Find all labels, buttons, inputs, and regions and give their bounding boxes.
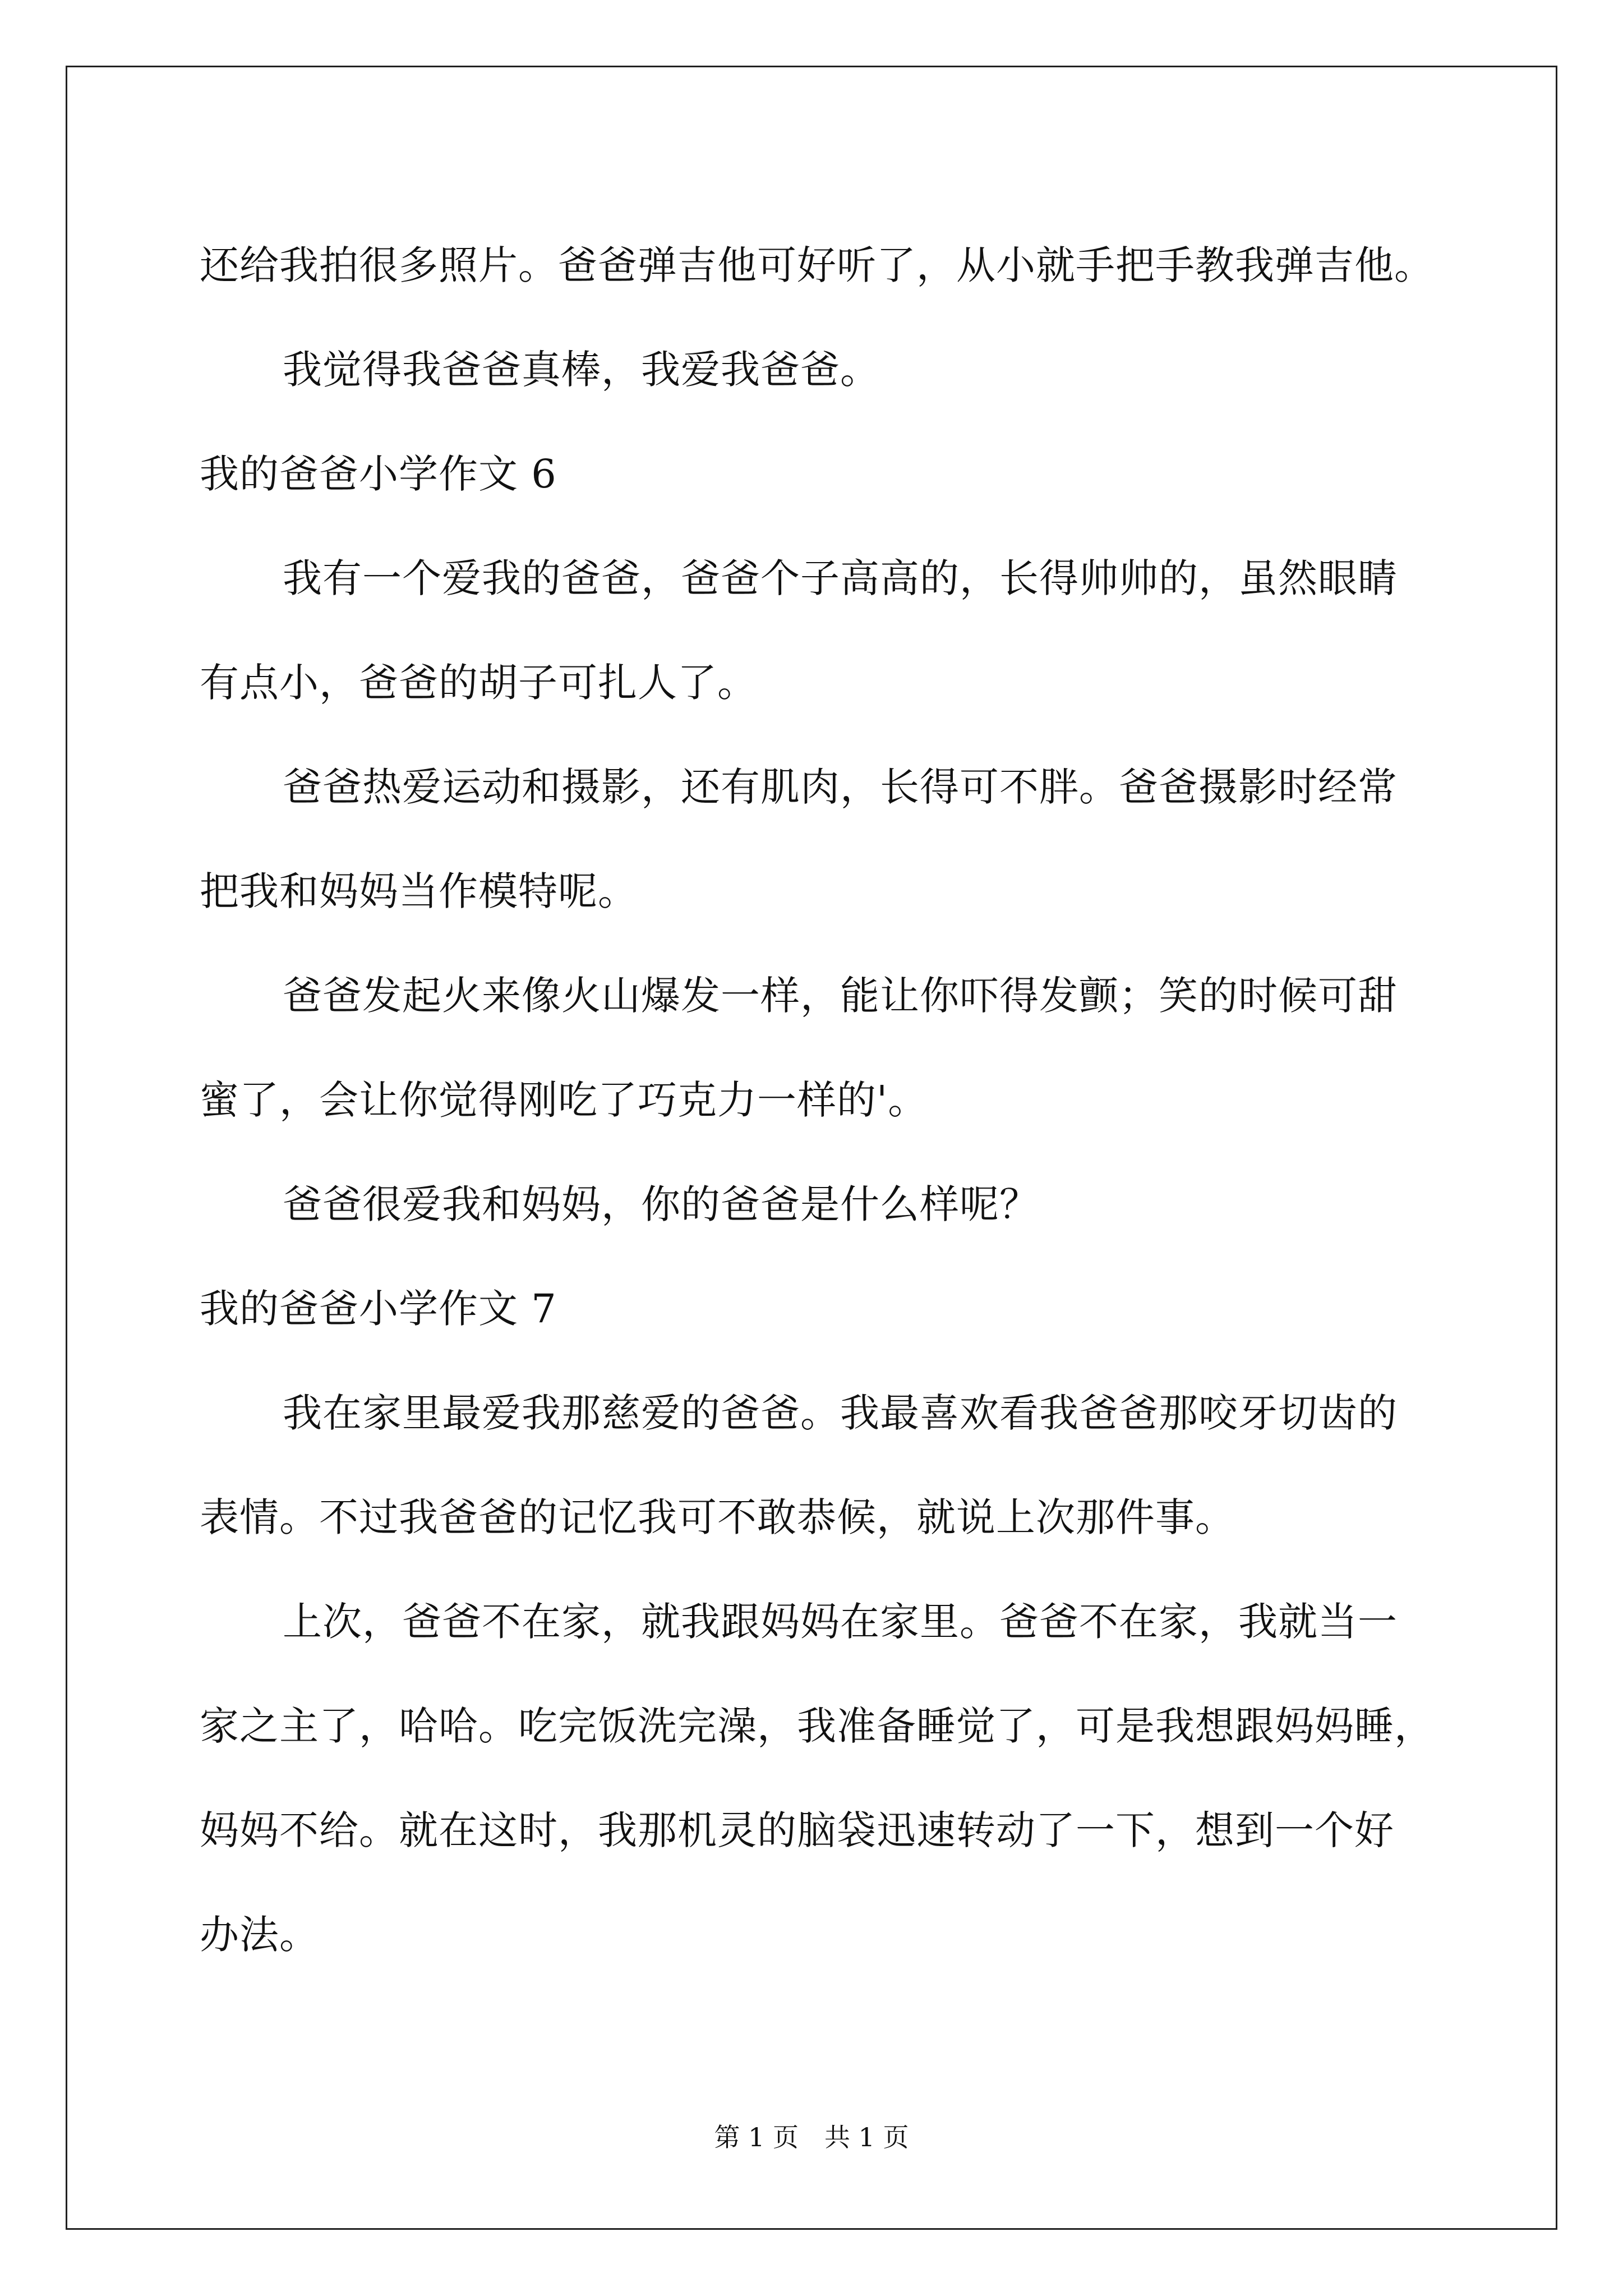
document-body: [200, 213, 1467, 1987]
section-heading: 我的爸爸小学作文 7: [200, 1286, 557, 1332]
text-line: 我觉得我爸爸真棒，我爱我爸爸。: [283, 347, 880, 393]
text-line: 爸爸很爱我和妈妈，你的爸爸是什么样呢？: [283, 1181, 1039, 1227]
page-number-current: 第 1 页: [714, 2122, 799, 2152]
text-line: 表情。不过我爸爸的记忆我可不敢恭候，就说上次那件事。: [200, 1494, 1235, 1540]
text-line: 妈妈不给。就在这时，我那机灵的脑袋迅速转动了一下，想到一个好: [200, 1807, 1394, 1853]
text-line: 家之主了，哈哈。吃完饭洗完澡，我准备睡觉了，可是我想跟妈妈睡，: [200, 1703, 1434, 1749]
text-line: 我在家里最爱我那慈爱的爸爸。我最喜欢看我爸爸那咬牙切齿的: [283, 1390, 1398, 1436]
text-line: 爸爸发起火来像火山爆发一样，能让你吓得发颤；笑的时候可甜: [283, 973, 1398, 1019]
page-number-total: 共 1 页: [824, 2122, 909, 2152]
section-heading: 我的爸爸小学作文 6: [200, 451, 557, 497]
text-line: 我有一个爱我的爸爸，爸爸个子高高的，长得帅帅的，虽然眼睛: [283, 555, 1398, 601]
text-line: 蜜了，会让你觉得刚吃了巧克力一样的'。: [200, 1077, 928, 1123]
text-line: 还给我拍很多照片。爸爸弹吉他可好听了，从小就手把手教我弹吉他。: [200, 242, 1434, 288]
text-line: 上次，爸爸不在家，就我跟妈妈在家里。爸爸不在家，我就当一: [283, 1599, 1398, 1645]
text-line: 爸爸热爱运动和摄影，还有肌肉，长得可不胖。爸爸摄影时经常: [283, 764, 1398, 810]
text-line: 办法。: [200, 1912, 319, 1958]
text-line: 有点小，爸爸的胡子可扎人了。: [200, 660, 757, 706]
text-line: 把我和妈妈当作模特呢。: [200, 868, 638, 914]
page-footer: [0, 2120, 1623, 2154]
